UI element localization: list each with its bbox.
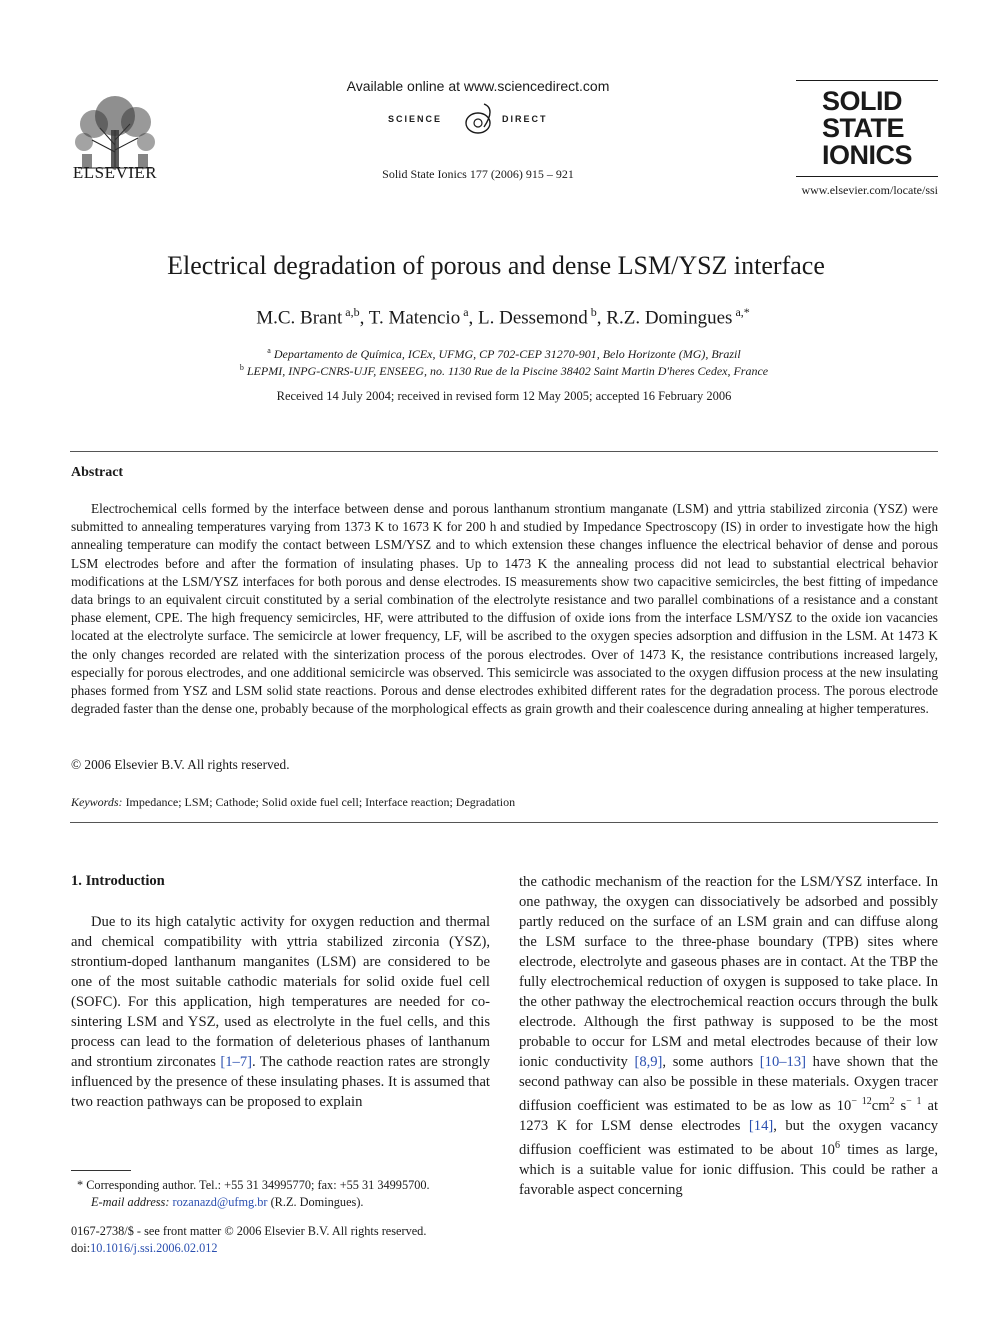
author-list: M.C. Brant $^{a,b}$, T. Matencio $^a$, L. Dessemond $^b$, R.Z. Domingues $^{a,*}$ <box>256 305 750 329</box>
publisher-name: ELSEVIER <box>72 163 158 182</box>
body-text: cm <box>871 1097 890 1114</box>
email-link[interactable]: rozanazd@ufmg.br <box>172 1195 268 1209</box>
body-text: the cathodic mechanism of the reaction for the LSM/YSZ interface. In one pathway, the oxygen can dissociatively be adsorbed and possibly partly reduced on the surface of an LSM grain and can diffuse along the LSM surface to the three-phase boundary (TPB) sites where electrode, electrolyte and gaseous phases are in contact. At the TBP the fully electrochemical reduction of oxygen is supposed to take place. In the other pathway the electrochemical reaction occurs through the bulk electrode. Although the first pathway is supposed to be the most probable to occur for LSM and metal electrodes because of their low ionic conductivity <box>519 874 938 1070</box>
body-text: at 1273 K for LSM dense electrodes <box>519 1097 939 1134</box>
body-text: . The cathode reaction rates are strongly influenced by the presence of these insulating phases. It is assumed that two reaction pathways can be proposed to explain <box>71 1054 490 1110</box>
body-text: times as large, which is a suitable value for ionic diffusion. This could be rather a favorable aspect concerning <box>519 1141 938 1198</box>
corresponding-author-note: * Corresponding author. Tel.: +55 31 34995770; fax: +55 31 34995700. <box>77 1178 430 1192</box>
sciencedirect-right-word: DIRECT <box>502 114 548 124</box>
article-title: Electrical degradation of porous and dense LSM/YSZ interface <box>167 251 825 280</box>
keywords <box>71 795 515 810</box>
body-column-left <box>71 912 490 1112</box>
author-name[interactable]: M.C. Brant <box>256 307 343 329</box>
superscript: 6 <box>834 1139 840 1151</box>
abstract-heading: Abstract <box>71 465 124 480</box>
email-note: E-mail address: rozanazd@ufmg.br (R.Z. Domingues). <box>91 1195 364 1209</box>
footnote-rule <box>71 1170 131 1171</box>
body-column-right <box>519 872 938 1200</box>
author-name[interactable]: L. Dessemond <box>478 307 588 329</box>
citation-link[interactable]: [14] <box>748 1117 774 1134</box>
citation-link[interactable]: [10–13] <box>759 1054 807 1070</box>
author-name[interactable]: T. Matencio <box>368 307 461 329</box>
sciencedirect-left-word: SCIENCE <box>388 114 443 124</box>
journal-logo-line: STATE <box>822 113 904 143</box>
body-text: , but the oxygen vacancy diffusion coefficient was estimated to be about 10 <box>519 1117 938 1158</box>
journal-logo-rule-bottom <box>796 176 938 177</box>
citation-link[interactable]: [1–7] <box>220 1054 252 1070</box>
journal-reference: Solid State Ionics 177 (2006) 915 – 921 <box>382 167 574 181</box>
journal-logo <box>822 88 912 169</box>
keywords-label: Keywords: <box>71 795 123 809</box>
doi-link[interactable]: 10.1016/j.ssi.2006.02.012 <box>90 1241 218 1255</box>
superscript: − 1 <box>906 1096 922 1107</box>
abstract-rule-bottom <box>70 822 938 823</box>
journal-url[interactable]: www.elsevier.com/locate/ssi <box>801 183 938 197</box>
superscript: 2 <box>889 1096 895 1107</box>
issn-line: 0167-2738/$ - see front matter © 2006 Elsevier B.V. All rights reserved. <box>71 1224 427 1238</box>
author-affiliation-mark: a,* <box>735 305 750 319</box>
citation-link[interactable]: [8,9] <box>634 1054 663 1070</box>
author-affiliation-mark: b <box>590 305 597 319</box>
email-label: E-mail address: <box>91 1195 170 1209</box>
abstract-copyright: © 2006 Elsevier B.V. All rights reserved. <box>71 757 290 772</box>
superscript: − 12 <box>851 1096 872 1107</box>
available-online: Available online at www.sciencedirect.com <box>346 78 610 94</box>
journal-logo-line: IONICS <box>822 140 913 170</box>
journal-logo-rule-top <box>796 80 938 81</box>
abstract-rule-top <box>70 451 938 452</box>
doi-line <box>71 1241 218 1256</box>
doi-label: doi: <box>71 1241 91 1255</box>
author-affiliation-mark: a <box>463 305 469 319</box>
affiliation-a: $^a$ Departamento de Química, ICEx, UFMG, CP 702-CEP 31270-901, Belo Horizonte (MG), Brazil <box>267 346 741 361</box>
body-text: Due to its high catalytic activity for oxygen reduction and thermal and chemical compatibility with yttria stabilized zirconia (YSZ), strontium-doped lanthanum manganites (LSM) are considered to be one of the most suitable cathodic materials for solid oxide fuel cell (SOFC). For this application, high temperatures are needed for co-sintering LSM and YSZ, used as electrolyte in the fuel cells, and this process can lead to the formation of deleterious phases of lanthanum and strontium zirconates <box>71 914 490 1070</box>
body-text: have shown that the second pathway can also be possible in these materials. Oxygen tracer diffusion coefficient was estimated to be as low as 10 <box>519 1054 938 1114</box>
affiliation-b: $^b$ LEPMI, INPG-CNRS-UJF, ENSEEG, no. 1130 Rue de la Piscine 38402 Saint Martin D'heres Cedex, France <box>239 363 769 378</box>
body-text: s <box>894 1097 907 1114</box>
abstract-body: Electrochemical cells formed by the interface between dense and porous lanthanum strontium manganate (LSM) and yttria stabilized zirconia (YSZ) were submitted to annealing temperatures varying from 1373 K to 1673 K for 200 h and studied by Impedance Spectroscopy (IS) in order to investigate how the high annealing temperature can modify the contact between LSM/YSZ and to which extension these changes influence the electrical behavior of dense and porous LSM electrodes before and after the formation of insulating phases. Up to 1473 K the annealing process did not lead to substantial electrical behavior modifications at the LSM/YSZ interfaces for both porous and dense electrodes. IS measurements show two capacitive semicircles, the best fitting of impedance data brings to an equivalent circuit constituted by a serial combination of the electrolyte resistance and two parallel combinations of a resistance and a constant phase element, CPE. The high frequency semicircles, HF, were attributed to the diffusion of oxide ions from the interface LSM/YSZ to the oxide ion vacancies located at the electrolyte surface. The semicircle at lower frequency, LF, will be ascribed to the oxygen species adsorption and diffusion in the LSM. At 1473 K the only changes recorded are related with the sinterization process of the porous electrodes. Over of 1473 K, the resistance contributions increased largely, especially for porous electrodes, and one additional semicircle was observed. This semicircle was associated to the oxygen diffusion process at the new insulating phases formed from YSZ and LSM solid state reactions. Porous and dense electrodes exhibited different rates for the degradation process. The porous electrode degraded faster than the dense one, probably because of the morphological effects as grain growth and their coalescence during annealing at higher temperatures. <box>71 501 938 717</box>
journal-logo-line: SOLID <box>822 86 903 116</box>
received-dates: Received 14 July 2004; received in revised form 12 May 2005; accepted 16 February 2006 <box>276 389 732 403</box>
section-heading-introduction: 1. Introduction <box>71 873 165 889</box>
author-affiliation-mark: a,b <box>345 305 360 319</box>
author-name[interactable]: R.Z. Domingues <box>606 307 733 329</box>
sciencedirect-d-icon <box>462 101 498 137</box>
body-text: , some authors <box>662 1054 760 1070</box>
keywords-list: Impedance; LSM; Cathode; Solid oxide fuel cell; Interface reaction; Degradation <box>125 795 516 809</box>
